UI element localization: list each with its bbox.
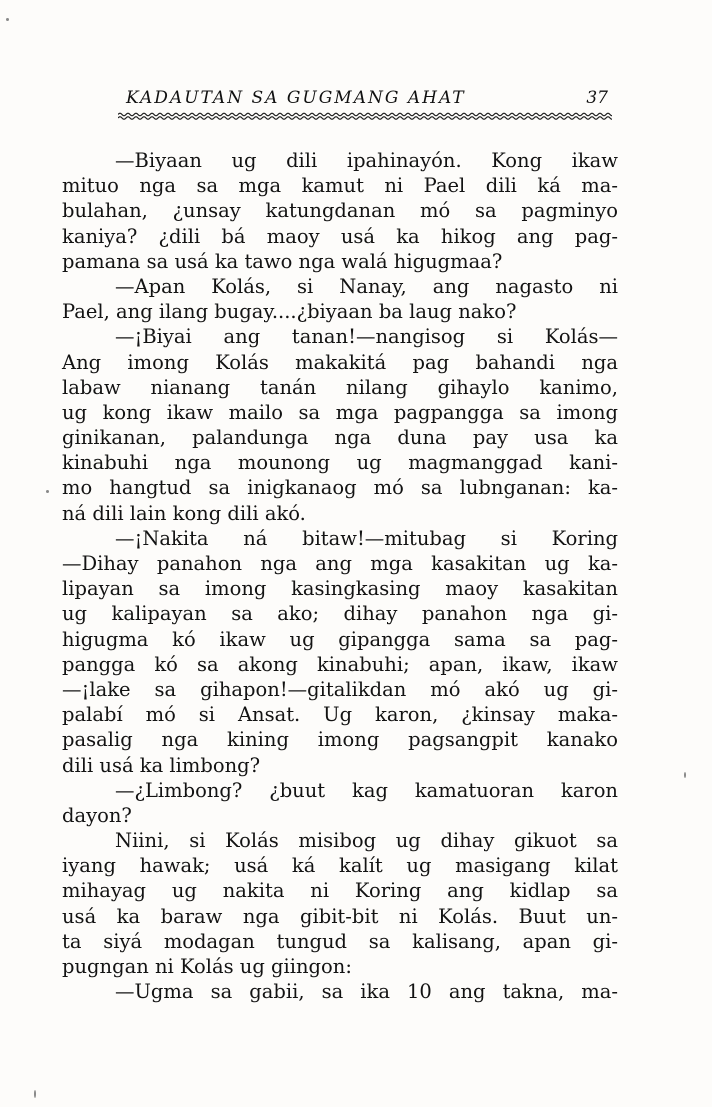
decorative-wavy-rule <box>118 111 612 121</box>
text-line: ginikanan, palandunga nga duna pay usa ka <box>62 426 618 450</box>
running-head-title: KADAUTAN SA GUGMANG AHAT <box>126 88 466 108</box>
text-line: pamana sa usá ka tawo nga walá higugmaa? <box>62 249 503 273</box>
running-head <box>118 88 608 112</box>
text-line: mo hangtud sa inigkanaog mó sa lubnganan: ka- <box>62 476 618 500</box>
text-line: —Dihay panahon nga ang mga kasakitan ug ka- <box>62 552 618 575</box>
text-line: higugma kó ikaw ug gipangga sama sa pag- <box>62 627 618 651</box>
text-line: —¡lake sa gihapon!—gitalikdan mó akó ug gi- <box>62 677 618 701</box>
text-line: kinabuhi nga mounong ug magmanggad kani- <box>62 451 618 475</box>
text-line: ná dili lain kong dili akó. <box>62 501 306 525</box>
text-line: usá ka baraw nga gibit-bit ni Kolás. Buut un- <box>62 904 618 928</box>
text-line: Ang imong Kolás makakitá pag bahandi nga <box>62 350 618 374</box>
text-line: lipayan sa imong kasingkasing maoy kasakitan <box>62 577 618 601</box>
text-line: —Ugma sa gabii, sa ika 10 ang takna, ma- <box>115 980 618 1004</box>
text-line: ug kong ikaw mailo sa mga pagpangga sa imong <box>62 400 618 424</box>
text-line: Niini, si Kolás misibog ug dihay gikuot sa <box>115 829 618 853</box>
paper-speck <box>6 18 9 21</box>
page-number: 37 <box>586 88 608 108</box>
text-line: kaniya? ¿dili bá maoy usá ka hikog ang pag- <box>62 224 618 248</box>
text-line: bulahan, ¿unsay katungdanan mó sa pagminyo <box>62 199 618 223</box>
text-line: palabí mó si Ansat. Ug karon, ¿kinsay maka- <box>62 703 618 727</box>
text-line: dili usá ka limbong? <box>62 753 261 777</box>
text-line: labaw nianang tanán nilang gihaylo kanimo, <box>62 375 618 399</box>
text-line: ug kalipayan sa ako; dihay panahon nga gi- <box>62 602 618 626</box>
paper-speck <box>684 772 686 778</box>
text-line: pangga kó sa akong kinabuhi; apan, ikaw, ikaw <box>62 652 618 676</box>
text-line: dayon? <box>62 803 132 827</box>
text-line: —¿Limbong? ¿buut kag kamatuoran karon <box>115 778 618 802</box>
text-line: iyang hawak; usá ká kalít ug masigang kilat <box>62 854 618 878</box>
text-line: mihayag ug nakita ni Koring ang kidlap sa <box>62 879 618 903</box>
text-line: pasalig nga kining imong pagsangpit kanako <box>62 728 618 752</box>
text-line: —¡Nakita ná bitaw!—mitubag si Koring <box>115 526 618 550</box>
text-line: —Biyaan ug dili ipahinayón. Kong ikaw <box>115 149 618 172</box>
text-line: pugngan ni Kolás ug giingon: <box>62 955 352 978</box>
text-line: —¡Biyai ang tanan!—nangisog si Kolás— <box>115 325 618 349</box>
text-line: —Apan Kolás, si Nanay, ang nagasto ni <box>115 274 618 298</box>
text-line: mituo nga sa mga kamut ni Pael dili ká ma- <box>62 174 618 198</box>
text-line: ta siyá modagan tungud sa kalisang, apan gi- <box>62 929 618 953</box>
text-line: Pael, ang ilang bugay....¿biyaan ba laug nako? <box>62 300 517 324</box>
body-text <box>62 148 618 1004</box>
paper-speck <box>46 490 49 493</box>
paper-speck <box>34 1090 36 1098</box>
